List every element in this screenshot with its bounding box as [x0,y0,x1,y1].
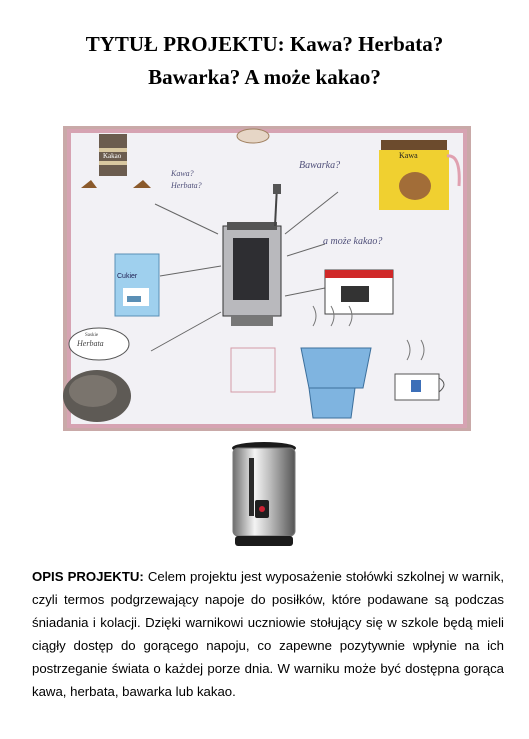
kawa-jar-label: Kawa [399,151,418,160]
saucer-small-text: Saskie [85,333,99,338]
label-a-moze-kakao: a może kakao? [323,236,383,247]
label-kawa: Kawa? [171,169,194,178]
cukier-label: Cukier [117,273,138,280]
kakao-pack-drawing [325,270,393,314]
description-label: OPIS PROJEKTU: [32,569,144,584]
page-title [0,28,529,94]
title-line-1: TYTUŁ PROJEKTU: Kawa? Herbata? [85,32,444,56]
label-bawarka: Bawarka? [299,160,341,171]
description-text: Celem projektu jest wyposażenie stołówki szkolnej w warnik, czyli termos podgrzewający napoje do posiłków, które podawane są podczas śniadania i kolacji. Dzięki warnikowi uczniowie stołujący się w szkole będą mieli ciągły dostęp do gorącego napoju, co zapewne pozytywnie wpłynie na ich postrzeganie świata o każdej porze dnia. W warniku może być dostępna gorąca kawa, herbata, bawarka lub kakao. [32,569,504,699]
hot-water-urn-photo [225,440,303,550]
project-description [32,565,504,703]
title-line-2: Bawarka? A może kakao? [148,65,381,89]
kawa-jar-drawing [379,140,459,210]
label-herbata: Herbata? [171,181,202,190]
hand-drawn-poster-image [63,126,471,431]
saucer-text: Herbata [77,339,104,348]
kakao-box-label: Kakao [103,152,122,160]
cukier-box-drawing [115,254,159,316]
